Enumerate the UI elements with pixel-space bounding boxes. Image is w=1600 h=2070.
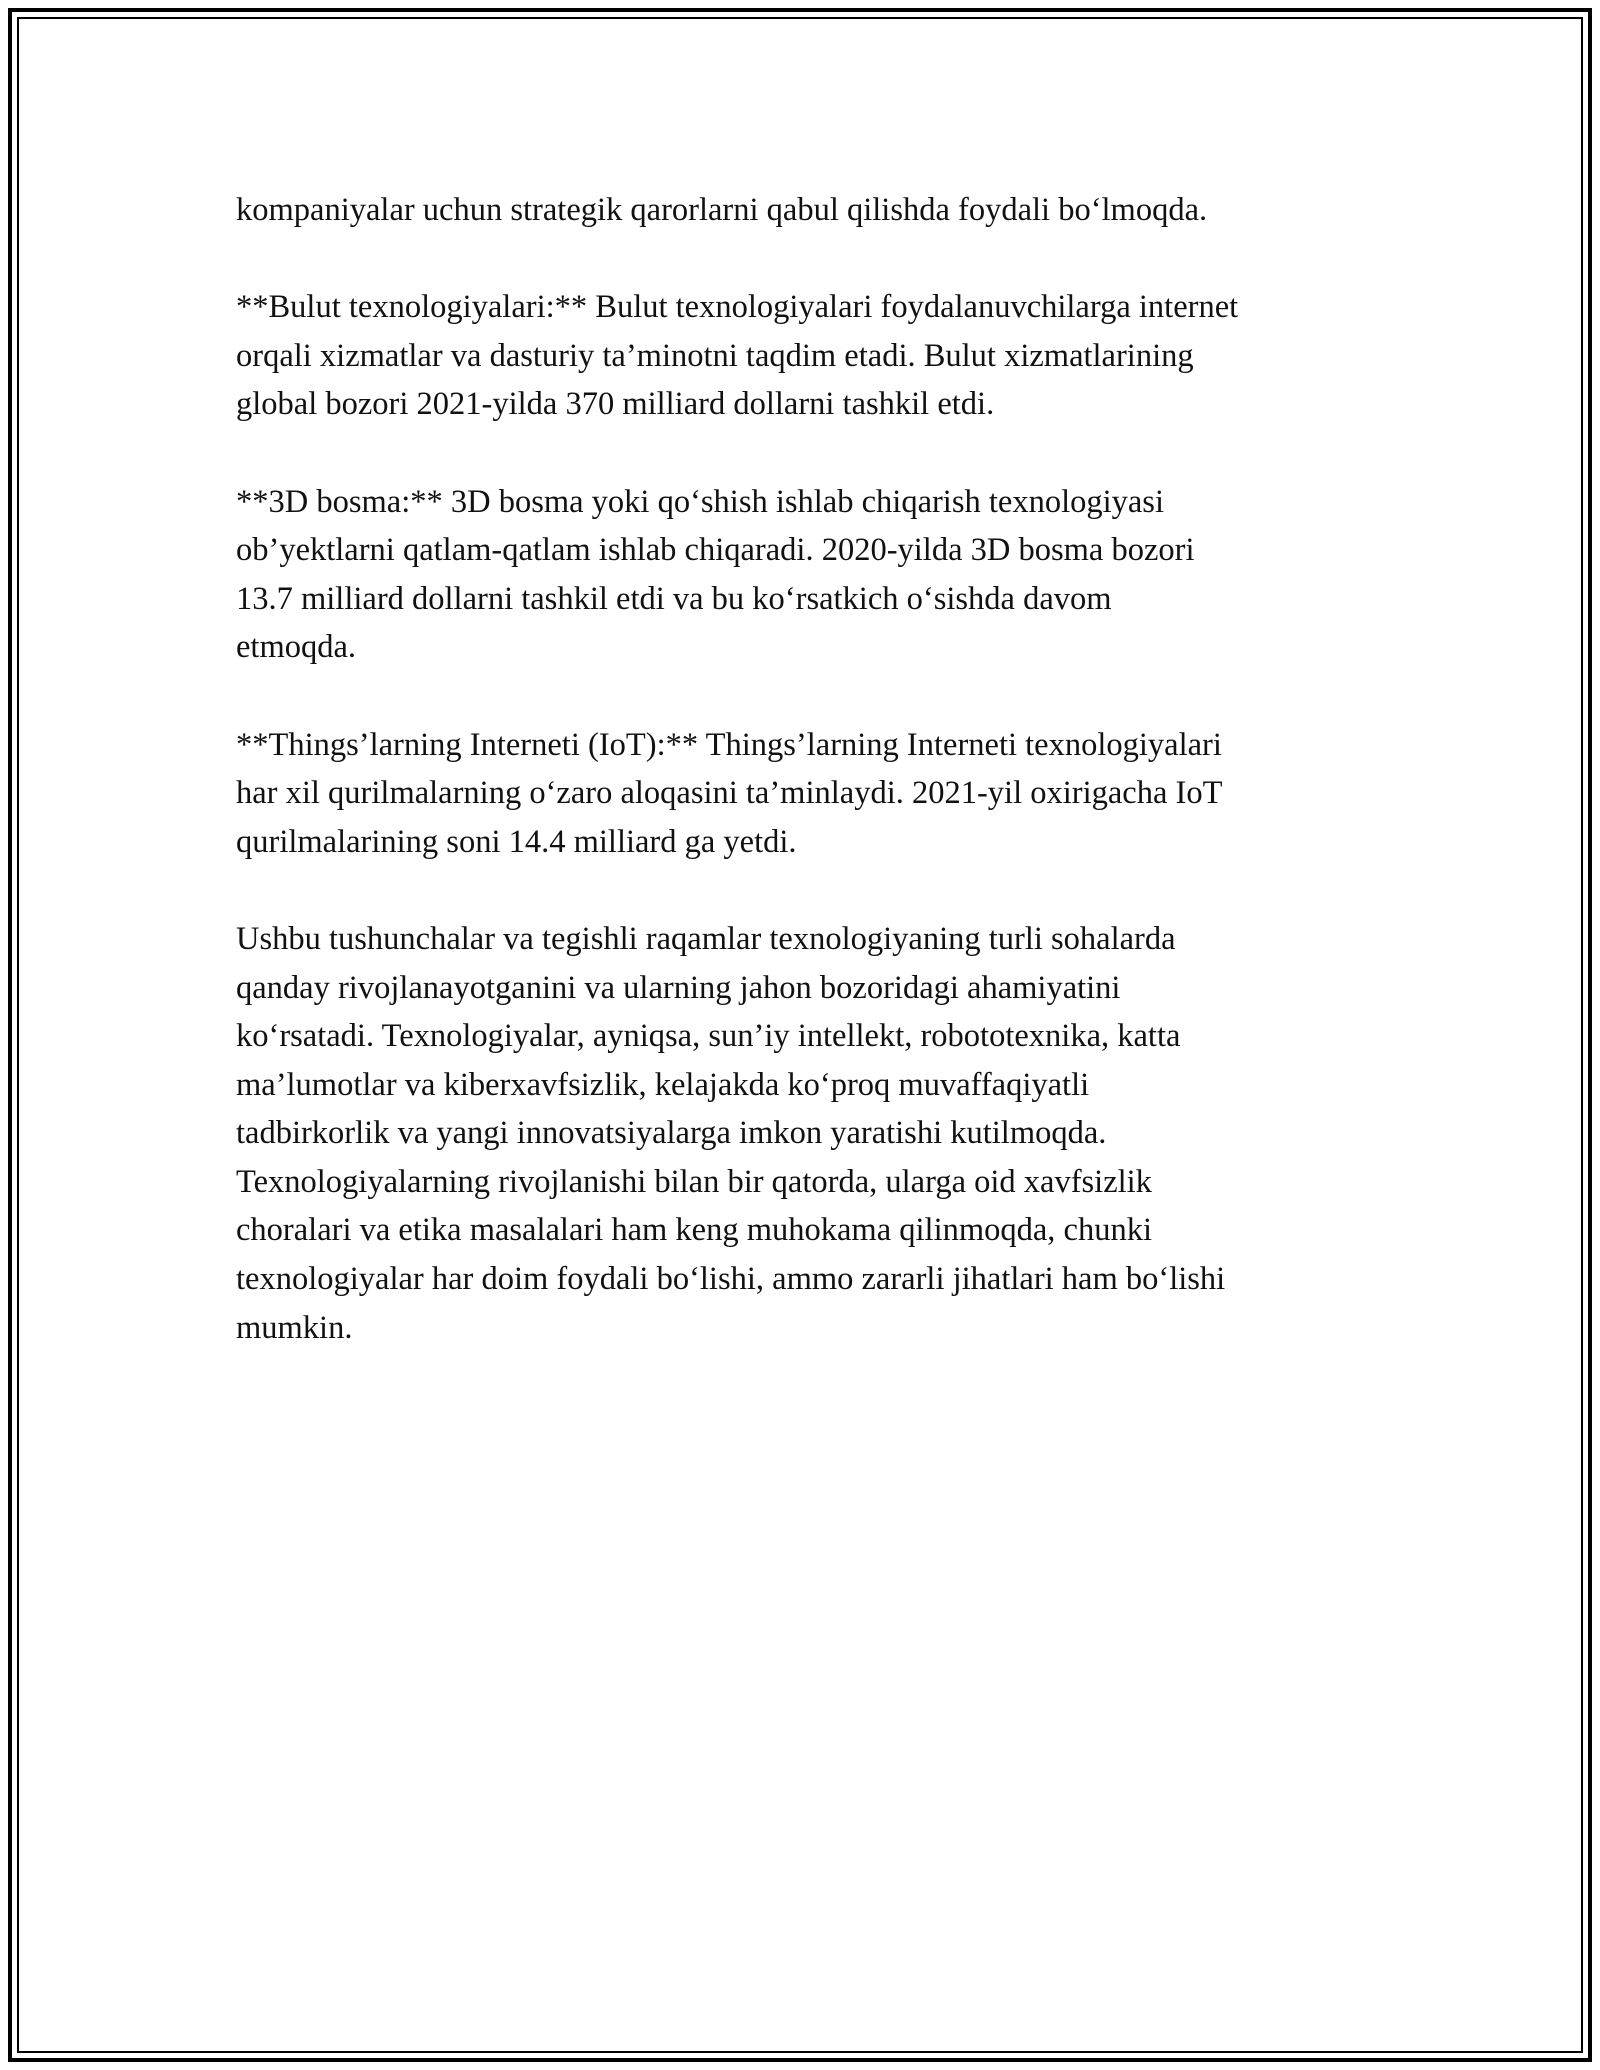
paragraph-3d-printing: **3D bosma:** 3D bosma yoki qo‘shish ishlab chiqarish texnologiyasi ob’yektlarni qatlam-qatlam ishlab chiqaradi. 2020-yilda 3D bosma bozori 13.7 milliard dollarni tashkil etdi va bu ko‘rsatkich o‘sishda davom etmoqda. xyxy=(236,483,1195,666)
paragraph-intro-continuation: kompaniyalar uchun strategik qarorlarni qabul qilishda foydali bo‘lmoqda. xyxy=(236,192,1208,228)
paragraph-cloud-technologies: **Bulut texnologiyalari:** Bulut texnologiyalari foydalanuvchilarga internet orqali xizmatlar va dasturiy ta’minotni taqdim etadi. Bulut xizmatlarining global bozori 2021-yilda 370 milliard dollarni tashkil etdi. xyxy=(236,289,1239,423)
paragraph-iot: **Things’larning Interneti (IoT):** Things’larning Interneti texnologiyalari har xil qurilmalarning o‘zaro aloqasini ta’minlaydi. 2021-yil oxirigacha IoT qurilmalarining soni 14.4 milliard ga yetdi. xyxy=(236,726,1223,860)
document-body xyxy=(236,186,1396,1352)
paragraph-conclusion: Ushbu tushunchalar va tegishli raqamlar texnologiyaning turli sohalarda qanday rivojlanayotganini va ularning jahon bozoridagi ahamiyatini ko‘rsatadi. Texnologiyalar, ayniqsa, sun’iy intellekt, robototexnika, katta ma’lumotlar va kiberxavfsizlik, kelajakda ko‘proq muvaffaqiyatli tadbirkorlik va yangi innovatsiyalarga imkon yaratishi kutilmoqda. Texnologiyalarning rivojlanishi bilan bir qatorda, ularga oid xavfsizlik choralari va etika masalalari ham keng muhokama qilinmoqda, chunki texnologiyalar har doim foydali bo‘lishi, ammo zararli jihatlari ham bo‘lishi mumkin. xyxy=(236,920,1226,1346)
